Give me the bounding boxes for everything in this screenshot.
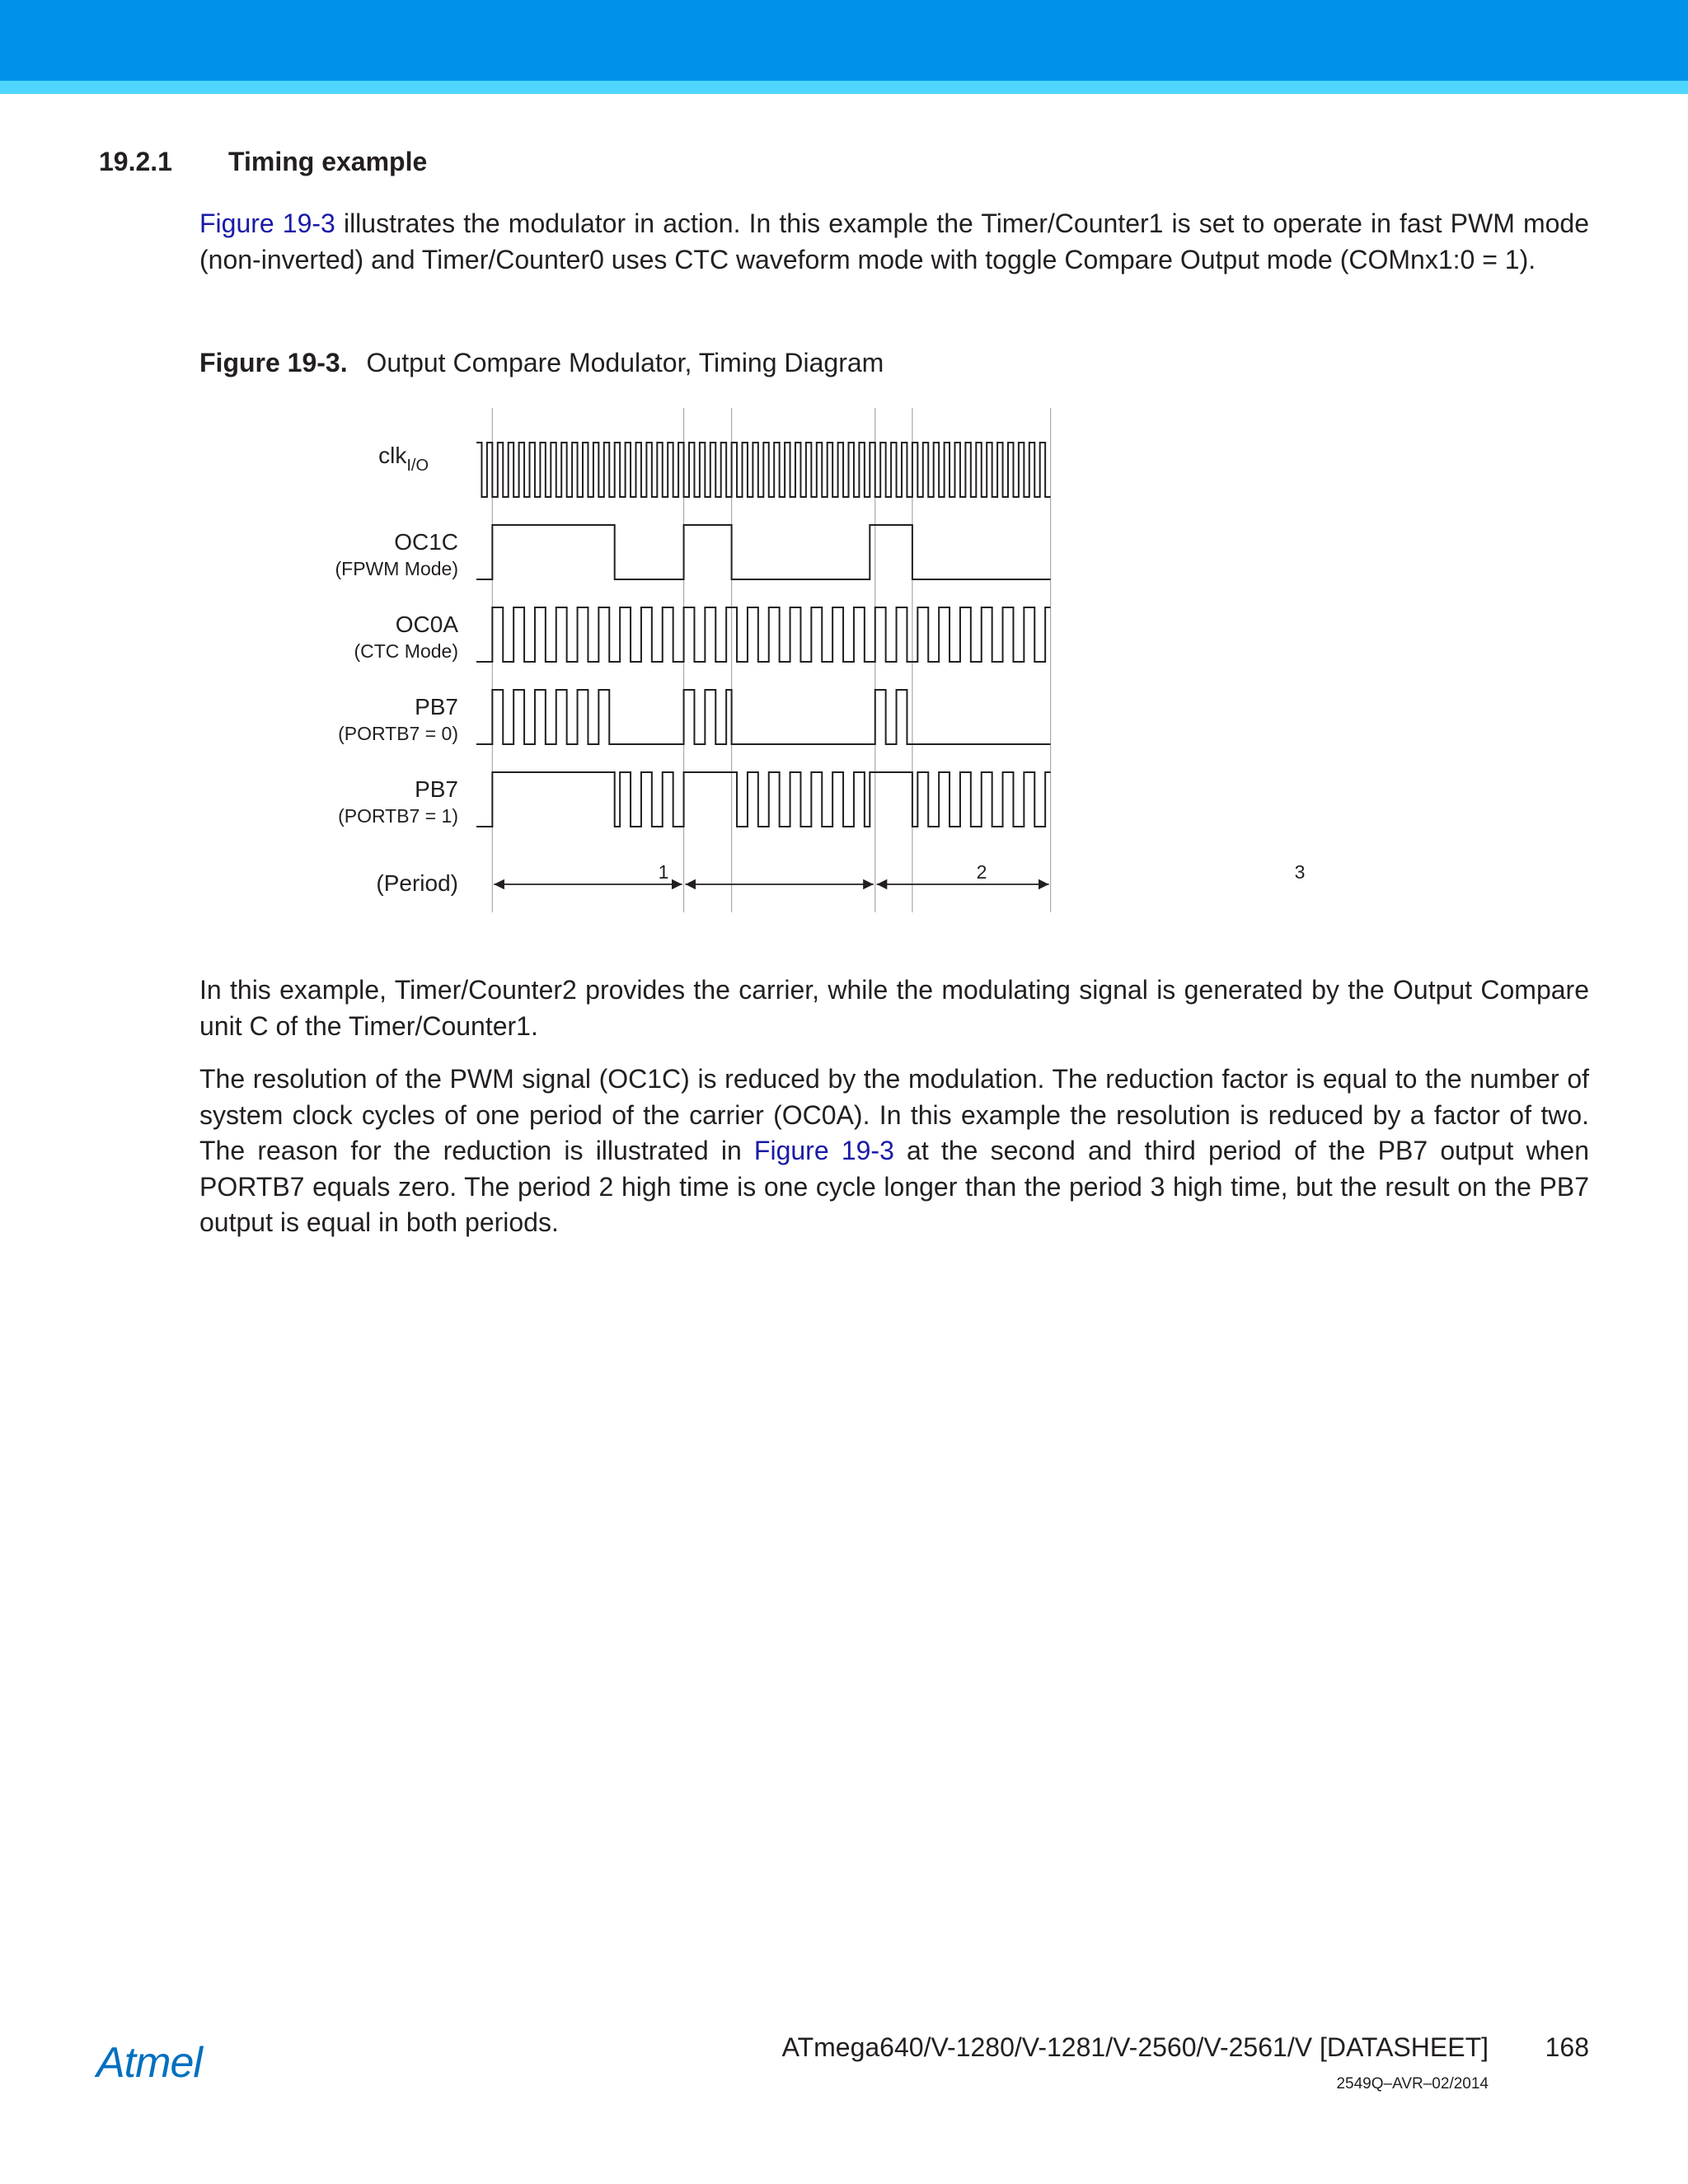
resolution-paragraph [199, 1062, 1589, 1241]
period-boundaries [492, 408, 1050, 912]
figure-title: Output Compare Modulator, Timing Diagram [366, 348, 884, 377]
clk-label: clk$_{I/O}$ [378, 443, 429, 475]
period-number: 2 [976, 861, 987, 883]
oc1c-mode-label: (FPWM Mode) [335, 558, 458, 579]
pb7-portb1-waveform [476, 772, 1051, 827]
intro-paragraph [199, 206, 1589, 278]
header-bar [0, 0, 1688, 81]
section-title: Timing example [228, 147, 428, 176]
clk-waveform [476, 443, 1051, 497]
page-number: 168 [1545, 2032, 1589, 2062]
oc1c-label: OC1C [394, 529, 458, 555]
intro-text: illustrates the modulator in action. In this example the Timer/Counter1 is set to operate in fast PWM mode (non-inverted) and Timer/Counter0 uses CTC waveform mode with toggle Compare Output mode (COMnx1:0 = 1). [199, 209, 1590, 274]
oc1c-waveform [476, 525, 1051, 579]
pb7-label: PB7 [415, 776, 458, 802]
doc-id: 2549Q–AVR–02/2014 [1336, 2075, 1489, 2093]
period-label: (Period) [376, 870, 458, 896]
section-number: 19.2.1 [99, 147, 172, 176]
oc0a-label: OC0A [395, 612, 458, 637]
figure-link[interactable]: Figure 19-3 [753, 1136, 894, 1165]
figure-link[interactable]: Figure 19-3 [199, 209, 335, 238]
pb7-portb1-label: (PORTB7 = 1) [338, 805, 458, 827]
oc0a-waveform [476, 607, 1051, 662]
resolution-text-end: at the second and third period of the PB7 output when PORTB7 equals zero. The period 2 high time is one cycle longer than the period 3 high time, but the result on the PB7 output is equal in both periods. [199, 1136, 1589, 1237]
oc0a-mode-label: (CTC Mode) [354, 640, 458, 662]
period-number: 3 [1294, 861, 1306, 883]
period-number: 1 [658, 861, 669, 883]
timing-diagram [313, 408, 1484, 927]
pb7-portb0-label: (PORTB7 = 0) [338, 723, 458, 744]
pb7-portb0-waveform [476, 690, 1051, 744]
figure-caption [199, 348, 884, 378]
atmel-logo: Atmel [96, 2039, 202, 2087]
header-stripe [0, 81, 1688, 94]
figure-label: Figure 19-3. [199, 348, 348, 377]
resolution-text: The resolution of the PWM signal (OC1C) is reduced by the modulation. The reduction factor is equal to the number of system clock cycles of one period of the carrier (OC0A). In this example the resolution is reduced by a factor of two. The reason for the reduction is illustrated in [199, 1064, 1589, 1165]
pb7-label: PB7 [415, 694, 458, 719]
carrier-paragraph: In this example, Timer/Counter2 provides the carrier, while the modulating signal is generated by the Output Compare unit C of the Timer/Counter1. [199, 975, 1589, 1041]
footer-title: ATmega640/V-1280/V-1281/V-2560/V-2561/V [DATASHEET] [781, 2032, 1489, 2062]
